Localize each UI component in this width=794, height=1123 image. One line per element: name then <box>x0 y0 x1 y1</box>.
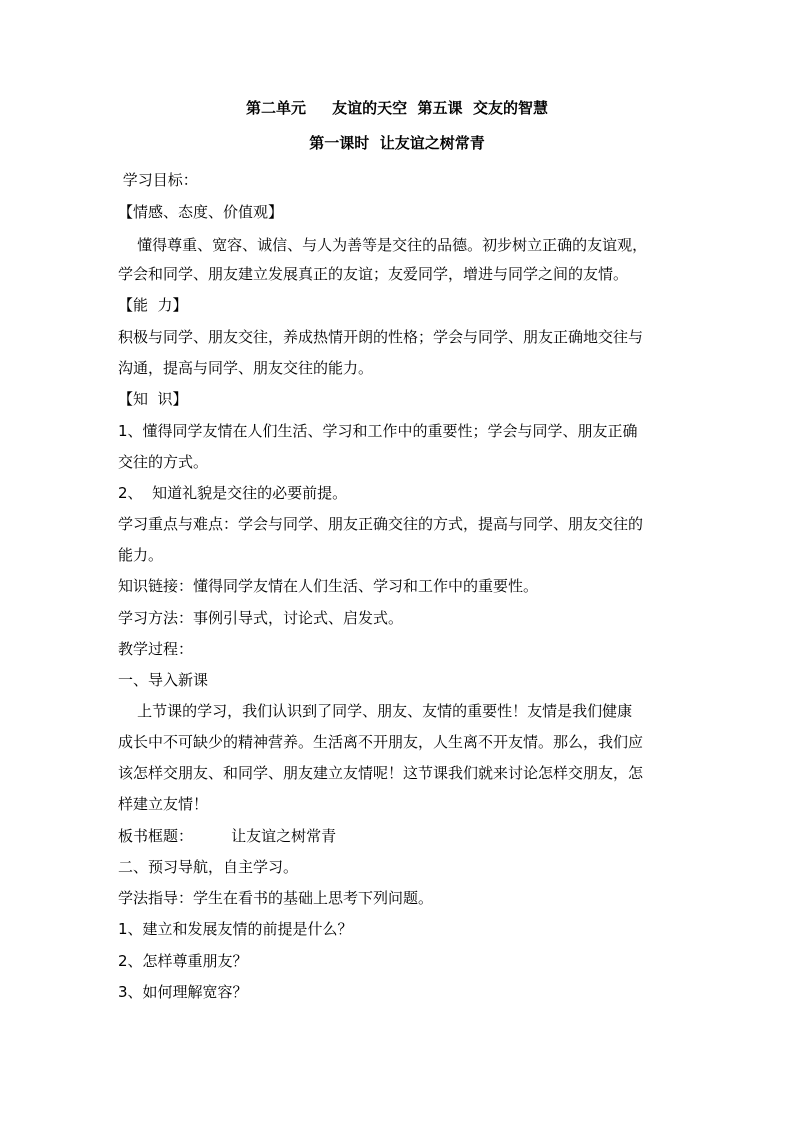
text-line: 上节课的学习，我们认识到了同学、朋友、友情的重要性！友情是我们健康 <box>118 702 633 720</box>
text-line: 教学过程： <box>118 640 194 658</box>
text-line: 积极与同学、朋友交往，养成热情开朗的性格；学会与同学、朋友正确地交往与 <box>118 328 644 346</box>
text-line: 成长中不可缺少的精神营养。生活离不开朋友，人生离不开友情。那么，我们应 <box>118 733 644 751</box>
text-line: 1、懂得同学友情在人们生活、学习和工作中的重要性；学会与同学、朋友正确 <box>118 422 638 440</box>
text-line: 1、建立和发展友情的前提是什么？ <box>118 920 353 938</box>
text-line: 【能 力】 <box>118 296 188 314</box>
text-line: 3、如何理解宽容？ <box>118 983 248 1001</box>
text-line: 2、怎样尊重朋友？ <box>118 952 248 970</box>
text-line: 学习方法：事例引导式，讨论式、启发式。 <box>118 609 404 627</box>
unit-lesson-title: 第二单元 友谊的天空 第五课 交友的智慧 <box>245 99 548 117</box>
text-line: 【知 识】 <box>118 390 188 408</box>
text-line: 二、预习导航，自主学习。 <box>118 858 299 876</box>
text-line: 交往的方式。 <box>118 453 209 471</box>
text-line: 板书框题： 让友谊之树常青 <box>118 827 337 845</box>
text-line: 学习重点与难点：学会与同学、朋友正确交往的方式，提高与同学、朋友交往的 <box>118 515 644 533</box>
text-line: 2、 知道礼貌是交往的必要前提。 <box>118 484 348 502</box>
text-line: 该怎样交朋友、和同学、朋友建立友情呢！这节课我们就来讨论怎样交朋友，怎 <box>118 764 644 782</box>
lesson-subtitle: 第一课时 让友谊之树常青 <box>309 134 485 152</box>
text-line: 学会和同学、朋友建立发展真正的友谊；友爱同学，增进与同学之间的友情。 <box>118 265 629 283</box>
text-line: 一、导入新课 <box>118 671 209 689</box>
text-line: 沟通，提高与同学、朋友交往的能力。 <box>118 359 374 377</box>
text-line: 知识链接：懂得同学友情在人们生活、学习和工作中的重要性。 <box>118 577 539 595</box>
text-line: 样建立友情！ <box>118 795 209 813</box>
text-line: 懂得尊重、宽容、诚信、与人为善等是交往的品德。初步树立正确的友谊观， <box>118 236 648 254</box>
text-line: 【情感、态度、价值观】 <box>118 203 284 221</box>
text-line: 学习目标： <box>118 171 198 189</box>
text-line: 能力。 <box>118 546 164 564</box>
text-line: 学法指导：学生在看书的基础上思考下列问题。 <box>118 889 434 907</box>
